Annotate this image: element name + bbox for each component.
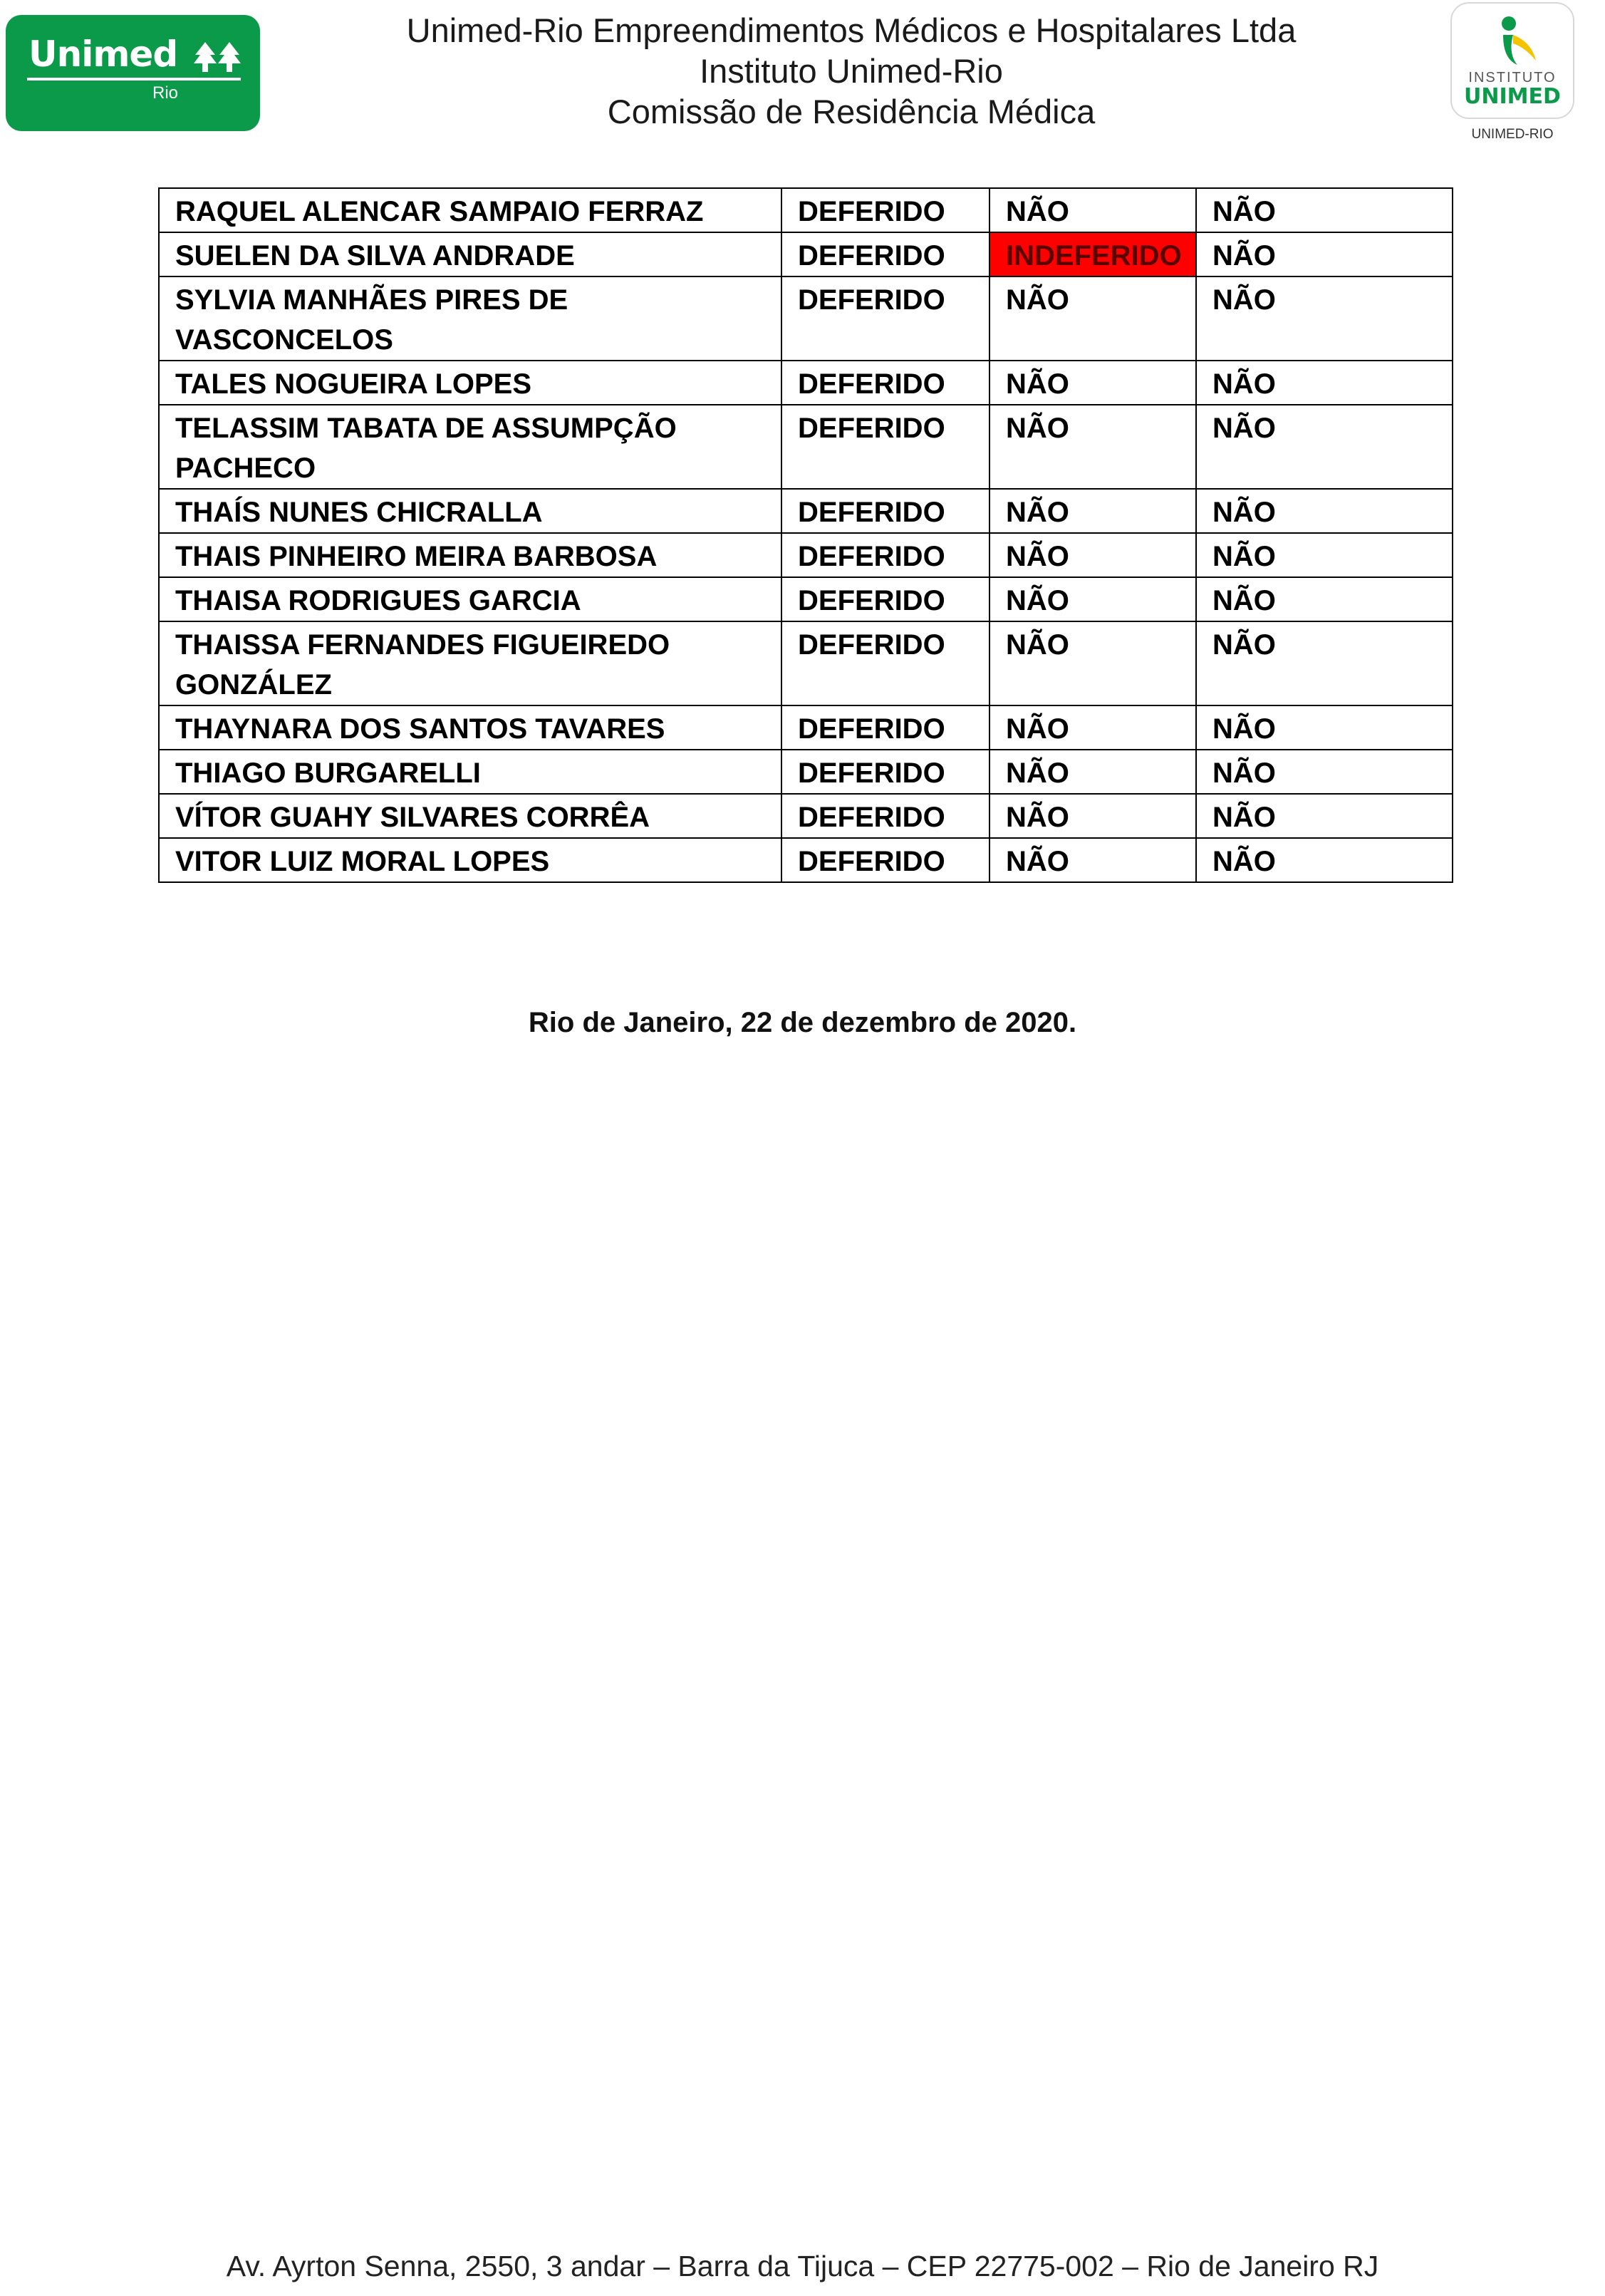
candidate-name: SUELEN DA SILVA ANDRADE	[159, 232, 781, 276]
status-cell: DEFERIDO	[781, 188, 990, 232]
table-row	[159, 794, 1453, 838]
letterhead-title-commission: Comissão de Residência Médica	[607, 93, 1096, 130]
status-cell: DEFERIDO	[781, 705, 990, 750]
status-cell: DEFERIDO	[781, 750, 990, 794]
status-cell: DEFERIDO	[781, 794, 990, 838]
logo-brand-text: Unimed	[28, 33, 178, 75]
candidate-name: THAYNARA DOS SANTOS TAVARES	[159, 705, 781, 750]
pine-trees-icon	[192, 41, 244, 76]
flag-cell: NÃO	[990, 361, 1196, 405]
flag-cell: NÃO	[990, 794, 1196, 838]
flag-cell: NÃO	[1196, 276, 1453, 361]
flag-cell: NÃO	[1196, 838, 1453, 882]
table-row	[159, 838, 1453, 882]
logo-sub-text: Rio	[152, 83, 179, 103]
table-row	[159, 577, 1453, 621]
flag-cell: NÃO	[1196, 577, 1453, 621]
flag-cell: NÃO	[990, 533, 1196, 577]
instituto-unimed-logo	[1450, 2, 1574, 119]
flag-cell: NÃO	[990, 489, 1196, 533]
flag-cell: NÃO	[990, 188, 1196, 232]
letterhead-titles	[306, 10, 1396, 132]
letterhead-title-company: Unimed-Rio Empreendimentos Médicos e Hospitalares Ltda	[406, 11, 1297, 49]
logo-unimed-text: UNIMED	[1464, 84, 1561, 109]
candidate-name: THAIS PINHEIRO MEIRA BARBOSA	[159, 533, 781, 577]
candidate-name: THAISSA FERNANDES FIGUEIREDO GONZÁLEZ	[159, 621, 781, 705]
table-row	[159, 188, 1453, 232]
status-cell: DEFERIDO	[781, 361, 990, 405]
flag-cell: NÃO	[1196, 232, 1453, 276]
table-row	[159, 489, 1453, 533]
table-row	[159, 232, 1453, 276]
table-row	[159, 621, 1453, 705]
candidate-name: THAISA RODRIGUES GARCIA	[159, 577, 781, 621]
candidate-name: TELASSIM TABATA DE ASSUMPÇÃO PACHECO	[159, 405, 781, 489]
candidate-name: TALES NOGUEIRA LOPES	[159, 361, 781, 405]
flag-cell: NÃO	[1196, 405, 1453, 489]
table-row	[159, 361, 1453, 405]
candidate-name: RAQUEL ALENCAR SAMPAIO FERRAZ	[159, 188, 781, 232]
table-row	[159, 533, 1453, 577]
logo-instituto-text: INSTITUTO	[1468, 70, 1557, 86]
status-cell: DEFERIDO	[781, 577, 990, 621]
logo-rule	[27, 78, 241, 81]
flag-cell: NÃO	[990, 838, 1196, 882]
flag-cell: NÃO	[990, 705, 1196, 750]
flag-cell: NÃO	[990, 577, 1196, 621]
status-cell: DEFERIDO	[781, 838, 990, 882]
footer-address: Av. Ayrton Senna, 2550, 3 andar – Barra da Tijuca – CEP 22775-002 – Rio de Janeiro RJ	[226, 2250, 1379, 2282]
flag-cell: NÃO	[1196, 188, 1453, 232]
rejected-flag-cell: INDEFERIDO	[990, 232, 1196, 276]
status-cell: DEFERIDO	[781, 621, 990, 705]
table-row	[159, 750, 1453, 794]
status-cell: DEFERIDO	[781, 276, 990, 361]
person-figure-icon	[1489, 14, 1539, 69]
logo-caption: UNIMED-RIO	[1471, 127, 1554, 142]
candidate-name: VITOR LUIZ MORAL LOPES	[159, 838, 781, 882]
flag-cell: NÃO	[1196, 705, 1453, 750]
unimed-rio-logo	[6, 15, 260, 131]
table-row	[159, 405, 1453, 489]
status-cell: DEFERIDO	[781, 232, 990, 276]
status-cell: DEFERIDO	[781, 405, 990, 489]
candidate-name: THAÍS NUNES CHICRALLA	[159, 489, 781, 533]
candidate-name: THIAGO BURGARELLI	[159, 750, 781, 794]
flag-cell: NÃO	[1196, 750, 1453, 794]
flag-cell: NÃO	[1196, 794, 1453, 838]
flag-cell: NÃO	[990, 621, 1196, 705]
flag-cell: NÃO	[990, 405, 1196, 489]
flag-cell: NÃO	[990, 750, 1196, 794]
candidate-name: SYLVIA MANHÃES PIRES DE VASCONCELOS	[159, 276, 781, 361]
flag-cell: NÃO	[1196, 361, 1453, 405]
status-cell: DEFERIDO	[781, 489, 990, 533]
results-table	[158, 187, 1453, 883]
table-row	[159, 276, 1453, 361]
flag-cell: NÃO	[1196, 621, 1453, 705]
candidate-name: VÍTOR GUAHY SILVARES CORRÊA	[159, 794, 781, 838]
document-date: Rio de Janeiro, 22 de dezembro de 2020.	[528, 1007, 1077, 1038]
flag-cell: NÃO	[990, 276, 1196, 361]
flag-cell: NÃO	[1196, 533, 1453, 577]
flag-cell: NÃO	[1196, 489, 1453, 533]
letterhead-title-institute: Instituto Unimed-Rio	[700, 52, 1003, 90]
status-cell: DEFERIDO	[781, 533, 990, 577]
table-row	[159, 705, 1453, 750]
